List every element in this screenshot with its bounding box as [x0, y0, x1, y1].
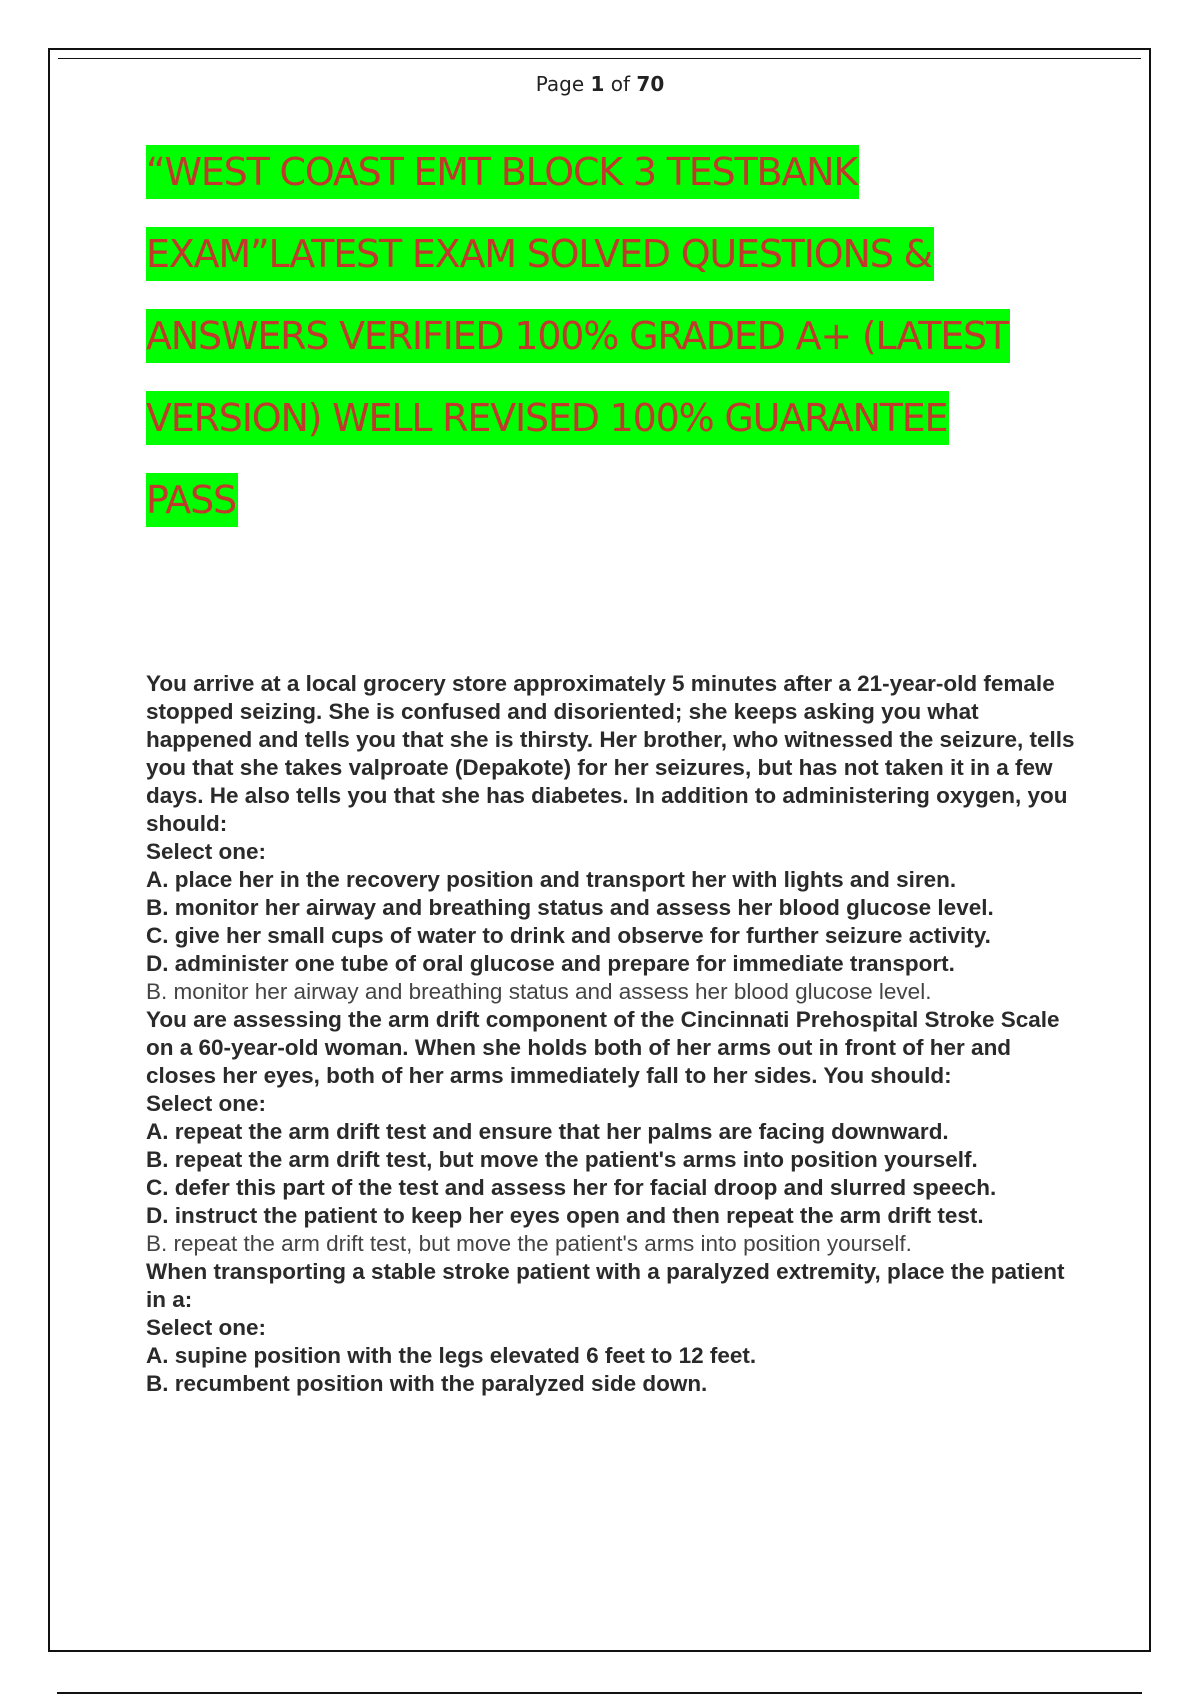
answer-option: A. place her in the recovery position and transport her with lights and siren.: [146, 867, 957, 892]
page-label: Page: [535, 72, 585, 96]
current-page-number: 1: [590, 72, 605, 96]
title-line: [146, 473, 1106, 555]
total-pages-number: 70: [636, 72, 665, 96]
title-line-text: VERSION) WELL REVISED 100% GUARANTEE: [146, 391, 949, 445]
question-list: [146, 670, 1076, 1398]
answer-option: A. repeat the arm drift test and ensure that her palms are facing downward.: [146, 1119, 949, 1144]
correct-answer: B. monitor her airway and breathing status and assess her blood glucose level.: [146, 979, 932, 1004]
answer-option: B. recumbent position with the paralyzed side down.: [146, 1371, 708, 1396]
title-line: [146, 145, 1106, 227]
question-stem: You are assessing the arm drift component of the Cincinnati Prehospital Stroke Scale on a 60-year-old woman. When she holds both of her arms out in front of her and closes her eyes, both of her arms immediately fall to her sides. You should:: [146, 1007, 1060, 1088]
title-line-text: “WEST COAST EMT BLOCK 3 TESTBANK: [146, 145, 859, 199]
answer-option: B. monitor her airway and breathing status and assess her blood glucose level.: [146, 895, 994, 920]
page-bottom-rule: [57, 1692, 1142, 1694]
title-line: [146, 309, 1106, 391]
answer-option: B. repeat the arm drift test, but move the patient's arms into position yourself.: [146, 1147, 978, 1172]
select-one-label: Select one:: [146, 1315, 267, 1340]
question-stem: When transporting a stable stroke patient with a paralyzed extremity, place the patient in a:: [146, 1259, 1065, 1312]
title-line: [146, 391, 1106, 473]
document-title: [146, 145, 1106, 555]
answer-option: C. defer this part of the test and assess her for facial droop and slurred speech.: [146, 1175, 997, 1200]
select-one-label: Select one:: [146, 839, 267, 864]
question-stem: You arrive at a local grocery store approximately 5 minutes after a 21-year-old female stopped seizing. She is confused and disoriented; she keeps asking you what happened and tells you that she is thirsty. Her brother, who witnessed the seizure, tells you that she takes valproate (Depakote) for her seizures, but has not taken it in a few days. He also tells you that she has diabetes. In addition to administering oxygen, you should:: [146, 671, 1075, 836]
select-one-label: Select one:: [146, 1091, 267, 1116]
title-line: [146, 227, 1106, 309]
frame-top-rule: [58, 58, 1141, 59]
answer-option: A. supine position with the legs elevated 6 feet to 12 feet.: [146, 1343, 757, 1368]
answer-option: C. give her small cups of water to drink and observe for further seizure activity.: [146, 923, 991, 948]
title-line-text: ANSWERS VERIFIED 100% GRADED A+ (LATEST: [146, 309, 1010, 363]
page-of-label: of: [610, 72, 631, 96]
page-counter: [0, 72, 1200, 96]
title-line-text: PASS: [146, 473, 238, 527]
answer-option: D. administer one tube of oral glucose and prepare for immediate transport.: [146, 951, 955, 976]
answer-option: D. instruct the patient to keep her eyes open and then repeat the arm drift test.: [146, 1203, 984, 1228]
title-line-text: EXAM”LATEST EXAM SOLVED QUESTIONS &: [146, 227, 934, 281]
correct-answer: B. repeat the arm drift test, but move the patient's arms into position yourself.: [146, 1231, 912, 1256]
